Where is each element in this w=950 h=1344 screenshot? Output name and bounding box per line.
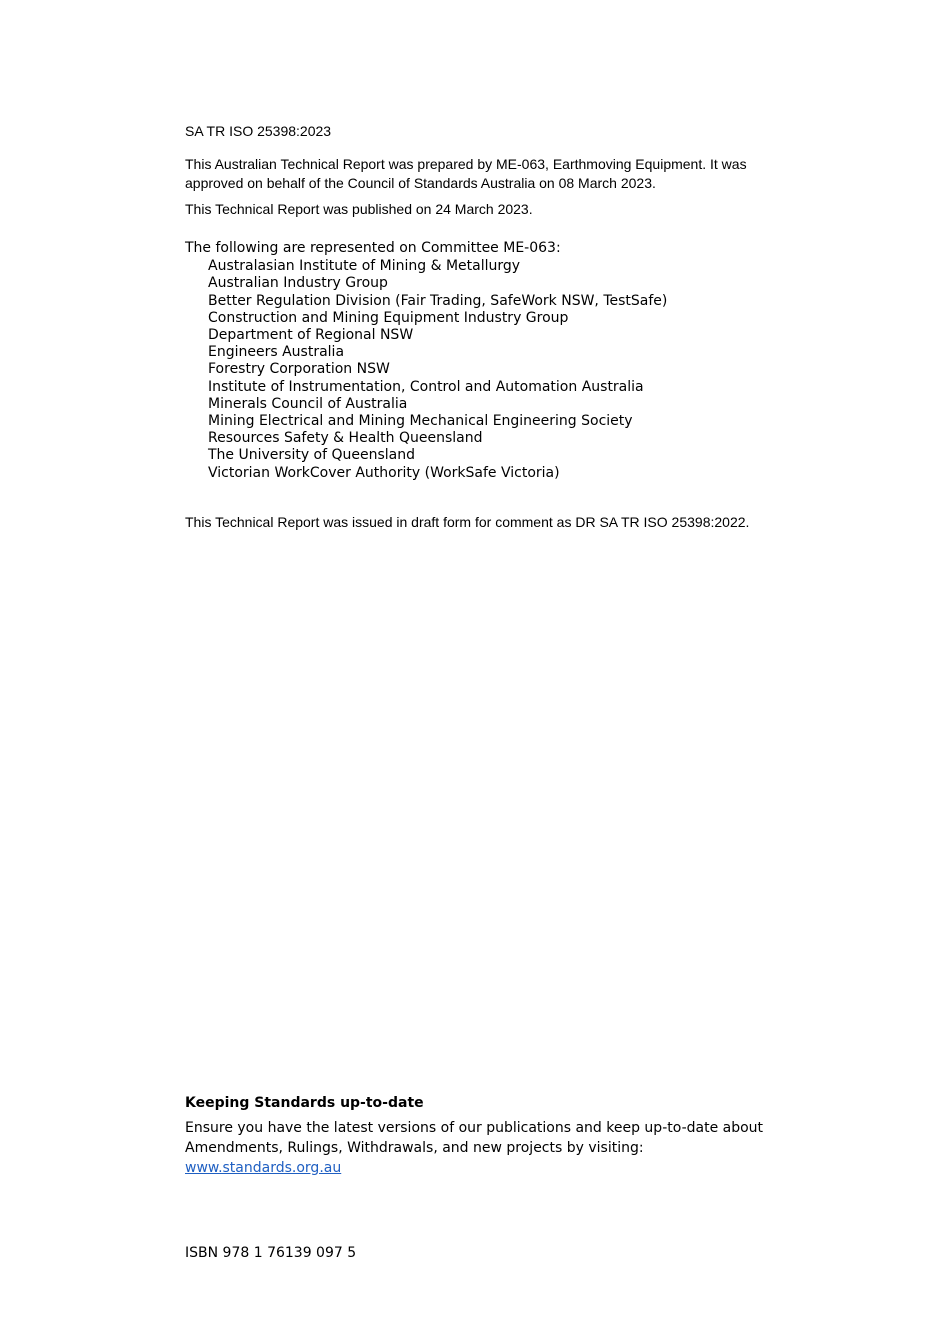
published-paragraph: This Technical Report was published on 24 March 2023. <box>185 201 533 217</box>
committee-member: Victorian WorkCover Authority (WorkSafe Victoria) <box>208 464 560 481</box>
committee-intro: The following are represented on Committee ME-063: <box>185 240 561 256</box>
committee-member: Engineers Australia <box>208 344 345 361</box>
keeping-up-to-date-section <box>185 1094 785 1178</box>
committee-member: Better Regulation Division (Fair Trading, SafeWork NSW, TestSafe) <box>208 292 668 309</box>
draft-note: This Technical Report was issued in draft form for comment as DR SA TR ISO 25398:2022. <box>185 514 750 530</box>
committee-member-list <box>185 258 667 482</box>
keeping-heading: Keeping Standards up-to-date <box>185 1095 424 1111</box>
committee-member: Australian Industry Group <box>208 275 388 292</box>
committee-member: Minerals Council of Australia <box>208 395 408 412</box>
committee-member: The University of Queensland <box>208 447 416 464</box>
committee-member: Australasian Institute of Mining & Metallurgy <box>208 258 521 275</box>
isbn: ISBN 978 1 76139 097 5 <box>185 1245 357 1261</box>
standards-website-link[interactable]: www.standards.org.au <box>185 1160 342 1176</box>
preparation-paragraph: This Australian Technical Report was prepared by ME-063, Earthmoving Equipment. It was approved on behalf of the Council of Standards Australia on 08 March 2023. <box>185 156 747 191</box>
document-id: SA TR ISO 25398:2023 <box>185 123 332 139</box>
committee-member: Mining Electrical and Mining Mechanical Engineering Society <box>208 413 633 430</box>
committee-section <box>185 240 667 482</box>
committee-member: Institute of Instrumentation, Control and Automation Australia <box>208 378 644 395</box>
committee-member: Resources Safety & Health Queensland <box>208 430 483 447</box>
keeping-text: Ensure you have the latest versions of our publications and keep up-to-date about Amendments, Rulings, Withdrawals, and new projects by visiting: <box>185 1120 764 1156</box>
committee-member: Forestry Corporation NSW <box>208 361 390 378</box>
committee-member: Department of Regional NSW <box>208 327 414 344</box>
committee-member: Construction and Mining Equipment Industry Group <box>208 309 569 326</box>
